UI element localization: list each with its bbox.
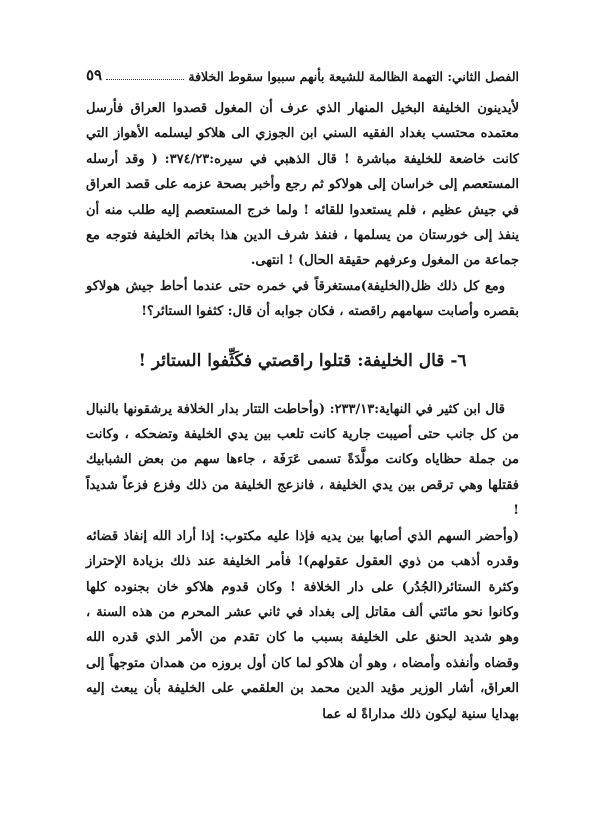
body-paragraph: ومع كل ذلك ظل(الخليفة)مستغرقاً في خمره حتى عندما أحاط جيش هولاكو بقصره وأصابت سهامهم راقصته ، فكان جوابه أن قال: كثفوا الستائر؟!	[86, 278, 519, 320]
header-leader-dots	[106, 79, 184, 80]
page-number: ٥٩	[86, 66, 103, 84]
running-header	[86, 62, 519, 84]
chapter-title: الفصل الثاني: التهمة الظالمة للشيعة بأنهم سببوا سقوط الخلافة	[188, 69, 519, 84]
body-paragraph: لأيدينون الخليفة البخيل المنهار الذي عرف أن المغول قصدوا العراق فأرسل معتمده محتسب بغداد الفقيه السني ابن الجوزي الى هلاكو ليسلمه الأهواز التي كانت خاضعة للخليفة مباشرة ! قال الذهبي في سيره:٣٧٤/٢٣: ( وقد أرسله المستعصم إلى خراسان إلى هولاكو ثم رجع وأخبر بصحة عزمه على قصد العراق في جيش عظيم ، فلم يستعدوا للقائه ! ولما خرج المستعصم إليه طلب منه أن ينفذ إلى خورستان من يسلمها ، فنفذ شرف الدين هذا بخاتم الخليفة فتوجه مع جماعة من المغول وعرفهم حقيقة الحال) ! انتهى.	[86, 101, 519, 269]
quote-paragraph: (وأحضر السهم الذي أصابها بين يديه فإذا عليه مكتوب: إذا أراد الله إنفاذ قضائه وقدره أذهب من ذوي العقول عقولهم)! فأمر الخليفة عند ذلك بزيادة الإحتراز وكثرة الستائر(الجُدُر) على دار الخلافة ! وكان قدوم هلاكو خان بجنوده كلها وكانوا نحو مائتي ألف مقاتل إلى بغداد في ثاني عشر المحرم من هذه السنة ، وهو شديد الحنق على الخليفة بسبب ما كان تقدم من الأمر الذي قدره الله وقضاه وأنفذه وأمضاه ، وهو أن هلاكو لما كان أول بروزه من همدان متوجهاً إلى العراق، أشار الوزير مؤيد الدين محمد بن العلقمي على الخليفة بأن يبعث إليه بهدايا سنية ليكون ذلك مداراةً له عما	[86, 528, 519, 722]
page-body	[86, 96, 519, 727]
section-heading: ٦- قال الخليفة: قتلوا راقصتي فكَثِّفوا الستائر !	[138, 350, 467, 371]
quote-paragraph: قال ابن كثير في النهاية:٢٣٣/١٣: (وأحاطت التتار بدار الخلافة يرشقونها بالنبال من كل جانب حتى أصيبت جارية كانت تلعب بين يدي الخليفة وتضحكه ، وكانت من جملة حظاياه وكانت مولَّدَةً تسمى عَرَفَة ، جاءها سهم من بعض الشبابيك فقتلها وهي ترقص بين يدي الخليفة ، فانزعج الخليفة من ذلك وفزع فزعاً شديداً !	[86, 401, 519, 519]
